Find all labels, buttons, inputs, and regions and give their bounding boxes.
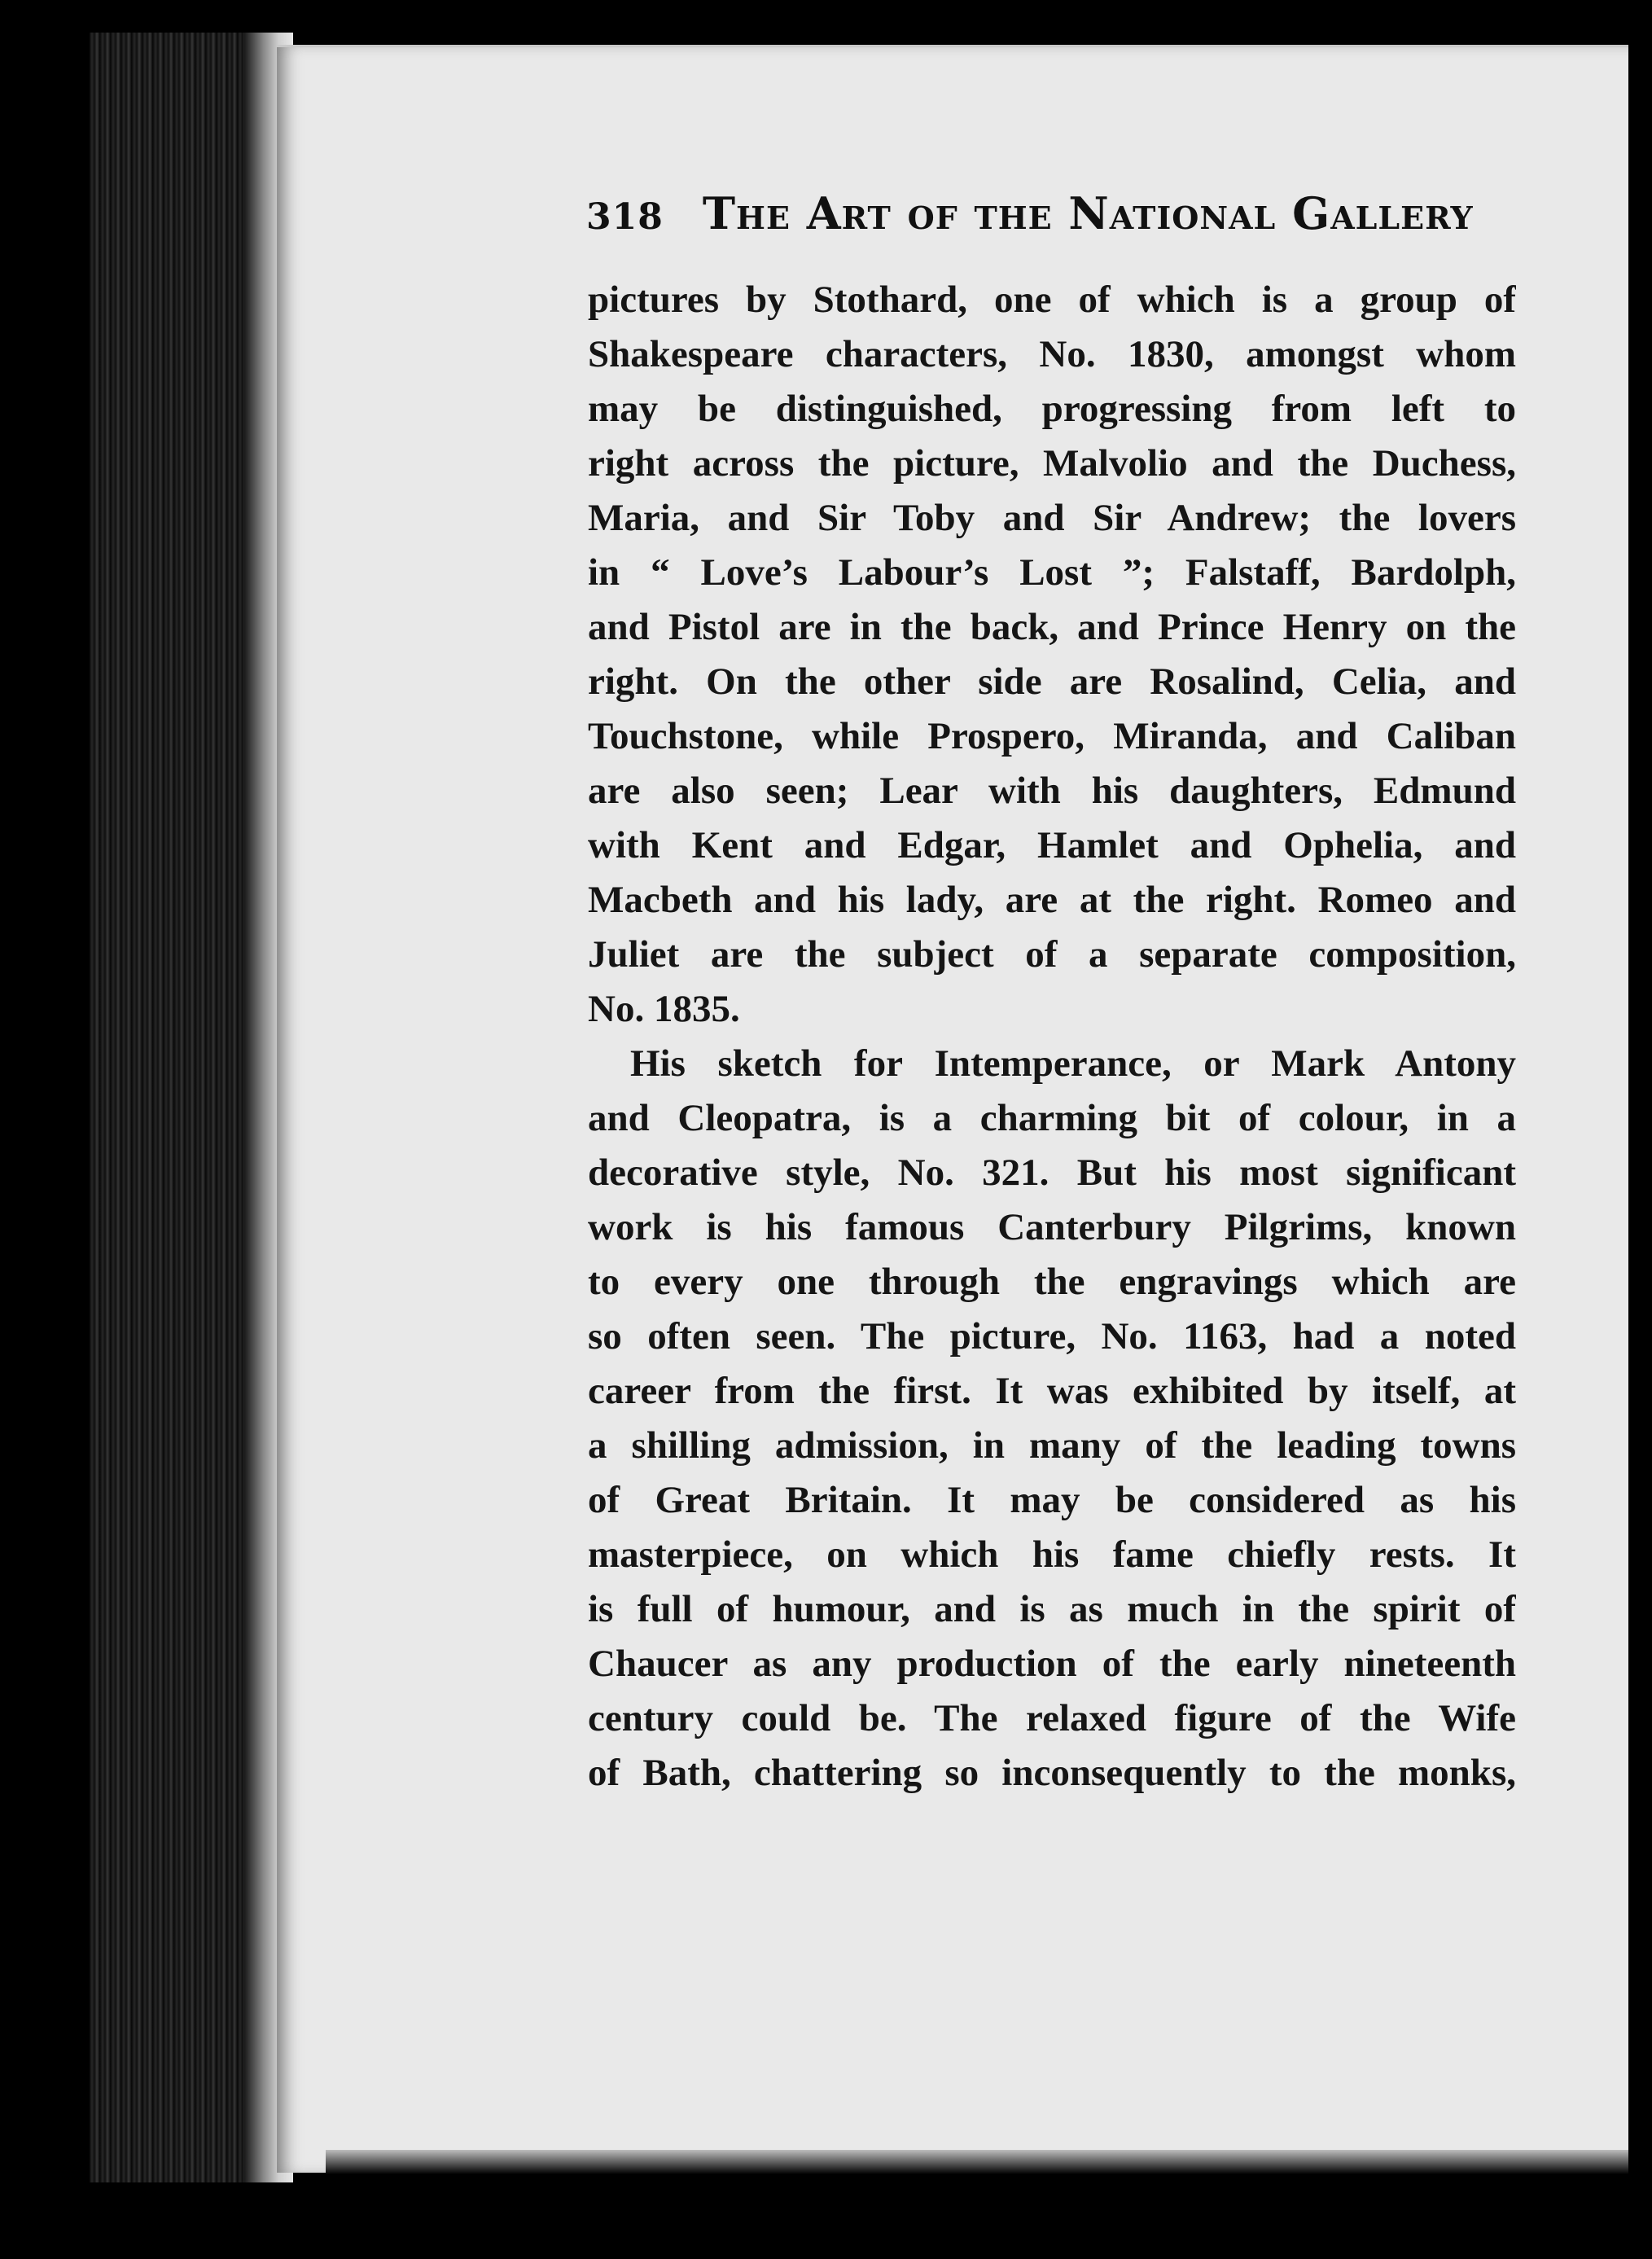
text-line: right. On the other side are Rosalind, Celia, and: [588, 660, 1516, 703]
text-line: and Cleopatra, is a charming bit of colour, in a: [588, 1097, 1516, 1139]
running-title: The Art of the National Gallery: [702, 187, 1474, 239]
text-line: of Great Britain. It may be considered as his: [588, 1479, 1516, 1521]
text-line: decorative style, No. 321. But his most significant: [588, 1151, 1516, 1194]
text-line: Maria, and Sir Toby and Sir Andrew; the lovers: [588, 497, 1516, 539]
text-line: pictures by Stothard, one of which is a group of: [588, 279, 1516, 321]
text-line: so often seen. The picture, No. 1163, had a noted: [588, 1315, 1516, 1358]
text-line: a shilling admission, in many of the leading towns: [588, 1424, 1516, 1467]
text-line: Chaucer as any production of the early nineteenth: [588, 1643, 1516, 1685]
text-line: career from the first. It was exhibited by itself, at: [588, 1370, 1516, 1412]
text-line: No. 1835.: [588, 988, 740, 1030]
paragraph-1: [588, 273, 1516, 1037]
text-line: Juliet are the subject of a separate composition,: [588, 933, 1516, 976]
text-line: Macbeth and his lady, are at the right. Romeo and: [588, 879, 1516, 921]
text-line: right across the picture, Malvolio and the Duchess,: [588, 442, 1516, 485]
text-line: are also seen; Lear with his daughters, Edmund: [588, 770, 1516, 812]
text-line: work is his famous Canterbury Pilgrims, known: [588, 1206, 1516, 1248]
text-line: with Kent and Edgar, Hamlet and Ophelia, and: [588, 824, 1516, 866]
page-bottom-edge: [326, 2150, 1628, 2174]
text-line: is full of humour, and is as much in the spirit of: [588, 1588, 1516, 1630]
text-line: and Pistol are in the back, and Prince Henry on the: [588, 606, 1516, 648]
running-header: [586, 187, 1523, 244]
text-line: to every one through the engravings which are: [588, 1261, 1516, 1303]
body-text: [588, 273, 1516, 1801]
text-line: Shakespeare characters, No. 1830, amongst whom: [588, 333, 1516, 375]
text-line: may be distinguished, progressing from left to: [588, 388, 1516, 430]
text-line: of Bath, chattering so inconsequently to the monks,: [588, 1752, 1516, 1794]
paragraph-2: [588, 1037, 1516, 1801]
page-number: 318: [586, 196, 664, 238]
text-line: masterpiece, on which his fame chiefly rests. It: [588, 1533, 1516, 1576]
text-line: in “ Love’s Labour’s Lost ”; Falstaff, Bardolph,: [588, 551, 1516, 594]
text-line: His sketch for Intemperance, or Mark Antony: [630, 1042, 1516, 1085]
text-line: Touchstone, while Prospero, Miranda, and Caliban: [588, 715, 1516, 757]
text-line: century could be. The relaxed figure of the Wife: [588, 1697, 1516, 1739]
